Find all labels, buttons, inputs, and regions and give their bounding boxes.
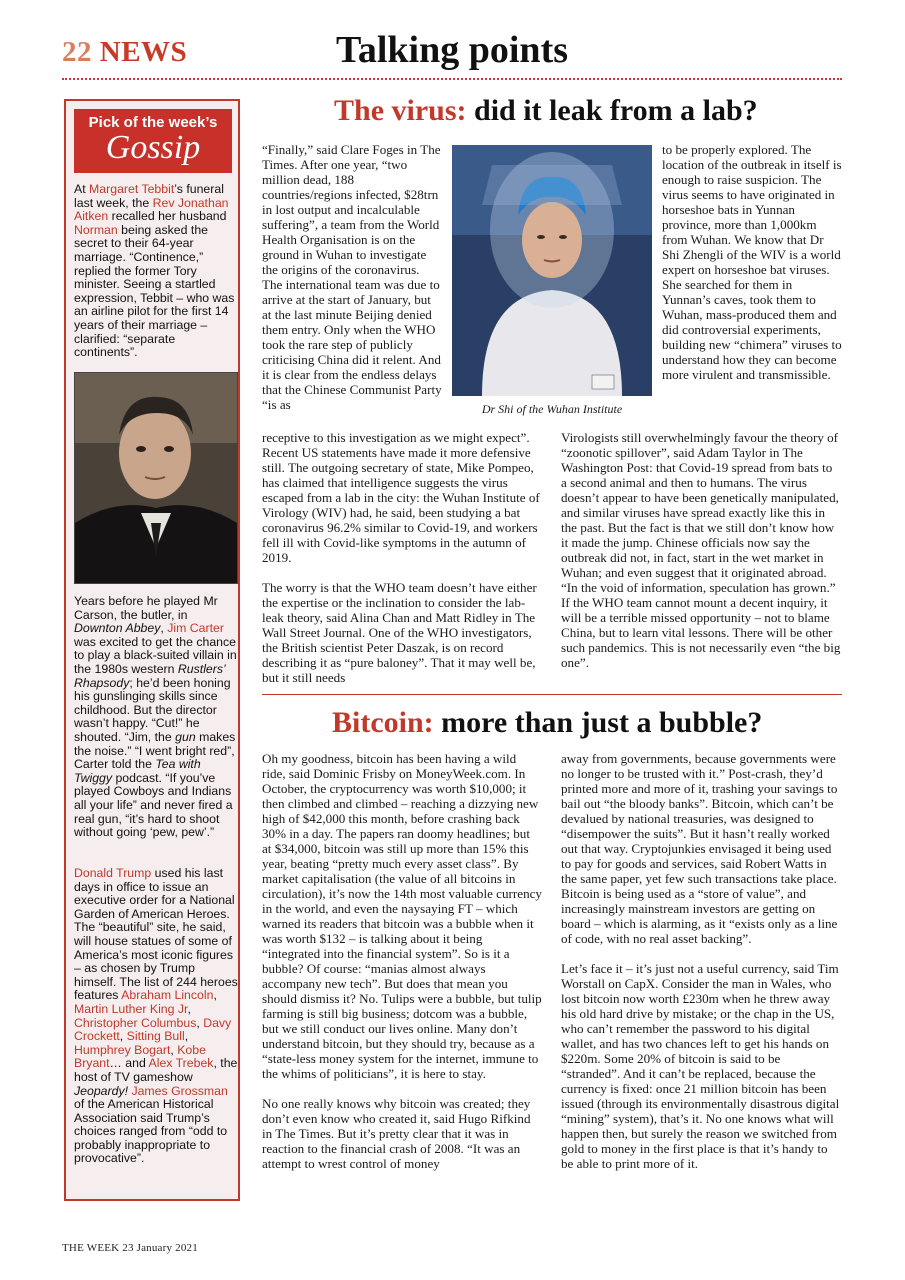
photo-caption: Dr Shi of the Wuhan Institute [481, 402, 623, 416]
page-footer: THE WEEK 23 January 2021 [62, 1242, 198, 1254]
page-title: Talking points [336, 29, 569, 71]
section-label: NEWS [99, 36, 188, 68]
gossip-sidebar [64, 99, 240, 1201]
gossip-item-trump: Donald Trump used his last days in office to issue an executive order for a National Garden of American Heroes. The “beautiful” site, he said, will house statues of some of America’s most iconic figures – as chosen by Trump himself. The list of 244 heroes features Abraham Lincoln, Martin Luther King Jr, Christopher Columbus, Davy Crockett, Sitting Bull, Humphrey Bogart, Kobe Bryant… and Alex Trebek, the host of TV gameshow Jeopardy! James Grossman of the American Historical Association said Trump’s choices ranged from “odd to probably inappropriate to provocative”. [74, 866, 238, 1166]
virus-column-1: “Finally,” said Clare Foges in The Times. After one year, “two million dead, 188 countries/regions infected, $28trn in lost output and incalculable suffering”, a team from the World Health Organisation is on the ground in Wuhan to investigate the origins of the coronavirus. The international team was due to arrive at the start of January, but at the last minute Beijing denied them entry. Only when the WHO took the rare step of publicly criticising China did it relent. And it is clear from the endless delays that the Chinese Communist Party “is as [262, 142, 442, 412]
gossip-banner-line1: Pick of the week’s [88, 114, 218, 131]
gossip-banner-title: Gossip [105, 129, 201, 166]
bitcoin-column-1: Oh my goodness, bitcoin has been having a wild ride, said Dominic Frisby on MoneyWeek.com. In October, the cryptocurrency was worth $10,000; it then climbed and climbed – reaching a dizzying new high of $42,000 this month, before crashing back 30% in a day. The papers ran doomy headlines; but at $34,000, bitcoin was still up more than 15% this year, beating “pretty much every asset class”. By market capitalisation (the value of all bitcoins in circulation), it’s now the 14th most valuable currency in the world, and even the naysaying FT – which warned its readers that bitcoin was a bubble when it was worth $132 – is talking about it being “integrated into the financial system”. So is it a bubble? Of course: “manias almost always accompany new tech”. But does that mean you should dismiss it? No. Tulips were a bubble, but tulip farming is still big business; dotcom was a bubble, but we still conduct our lives online. Many don’t understand bitcoin, but they should try, because as a “state-less money system for the internet, immune to the whims of politicians”, it is here to stay. No one really knows why bitcoin was created; they don’t even know who created it, said Hugo Rifkind in The Times. But it’s pretty clear that it was in reaction to the financial crash of 2008. “It was an attempt to wrest control of money [262, 751, 542, 1171]
article-divider [262, 694, 842, 695]
gossip-banner [74, 109, 232, 173]
gossip-item-carter: Years before he played Mr Carson, the butler, in Downton Abbey, Jim Carter was excited to get the chance to play a black-suited villain in the 1980s western Rustlers’ Rhapsody; he’d been honing his gunslinging skills since childhood. But the director wasn’t happy. “Cut!” he shouted. “Jim, the gun makes the noise.” “I went bright red”, Carter told the Tea with Twiggy podcast. “If you’ve played Cowboys and Indians all your life” and never fired a real gun, “it’s hard to shoot without going ‘pew, pew’.” [74, 594, 237, 840]
virus-headline: The virus: did it leak from a lab? [334, 94, 758, 127]
bitcoin-column-2: away from governments, because governments were no longer to be trusted with it.” Post-crash, they’d printed more and more of it, trashing your savings to bail out “the bloody banks”. Bitcoin, which can’t be devalued by national treasuries, was designed to “disempower the suits”. But it hasn’t really worked out that way. Cryptojunkies envisaged it being used to pay for goods and services, said Robert Watts in the same paper, yet few such transactions take place. Bitcoin is being used as a “store of value”, and increasingly mainstream investors are getting on board – which is alarming, as it “exists only as a line of code, with no real asset backing”. Let’s face it – it’s just not a useful currency, said Tim Worstall on CapX. Consider the man in Wales, who lost bitcoin now worth £230m when he threw away his old hard drive by mistake; or the chap in the US, who can’t remember the password to his digital wallet, and has two chances left to get his hands on $220m. Some 20% of bitcoin is said to be “stranded”. And it can’t be replaced, because the currency is fixed: once 21 million bitcoin has been issued (through its environmentally disastrous digital “mining” system), that’s it. No one knows what will happen then, but surely the reason we switched from gold to money in the first place is that it’s handy to be able to print more of it. [561, 751, 840, 1171]
virus-column-2-lower: Virologists still overwhelmingly favour the theory of “zoonotic spillover”, said Adam Taylor in The Washington Post: that Covid-19 spread from bats to a second animal and then to humans. The virus doesn’t appear to have been genetically manipulated, and similar viruses have spread exactly like this in the past. But the fact is that we still don’t know how it made the jump. Chinese officials now say the outbreak did not, in fact, start in the wet market in Wuhan; and even suggest that it originated abroad. “In the void of information, speculation has grown.” If the WHO team cannot mount a decent inquiry, it will be a terrible missed opportunity – not to blame China, but to learn vital lessons. There will be other such pandemics. This is not necessarily even “the big one”. [561, 430, 841, 670]
page-number: 22 NEWS [62, 36, 188, 68]
bitcoin-headline: Bitcoin: more than just a bubble? [332, 706, 763, 739]
gossip-item-tebbit: At Margaret Tebbit’s funeral last week, the Rev Jonathan Aitken recalled her husband Norman being asked the secret to their 64-year marriage. “Continence,” replied the former Tory minister. Seeing a startled expression, Tebbit – who was an airline pilot for the first 14 years of their marriage – clarified: “separate continents”. [74, 182, 235, 360]
jim-carter-photo [74, 372, 238, 584]
dr-shi-photo [452, 145, 652, 396]
virus-column-3: to be properly explored. The location of the outbreak in itself is enough to raise suspicion. The virus seems to have originated in horseshoe bats in Yunnan province, more than 1,000km from Wuhan. We know that Dr Shi Zhengli of the WIV is a world expert on horseshoe bat viruses. She searched for them in Yunnan’s caves, took them to Wuhan, mass-produced them and did controversial experiments, building new “chimera” viruses to understand how they can become more virulent and transmissible. [662, 142, 842, 382]
virus-column-1-lower: receptive to this investigation as we might expect”. Recent US statements have made it more defensive still. The outgoing secretary of state, Mike Pompeo, has claimed that intelligence suggests the virus escaped from a lab in the city: the Wuhan Institute of Virology (WIV) had, he said, been studying a bat coronavirus 96.2% similar to Covid-19, and workers fell ill with Covid-like symptoms in the autumn of 2019. The worry is that the WHO team doesn’t have either the expertise or the inclination to consider the lab-leak theory, said Alina Chan and Matt Ridley in The Wall Street Journal. One of the WHO investigators, the British scientist Peter Daszak, is on record describing it as “pure baloney”. That it may well be, but it still needs [262, 430, 540, 685]
header-divider [62, 78, 842, 80]
